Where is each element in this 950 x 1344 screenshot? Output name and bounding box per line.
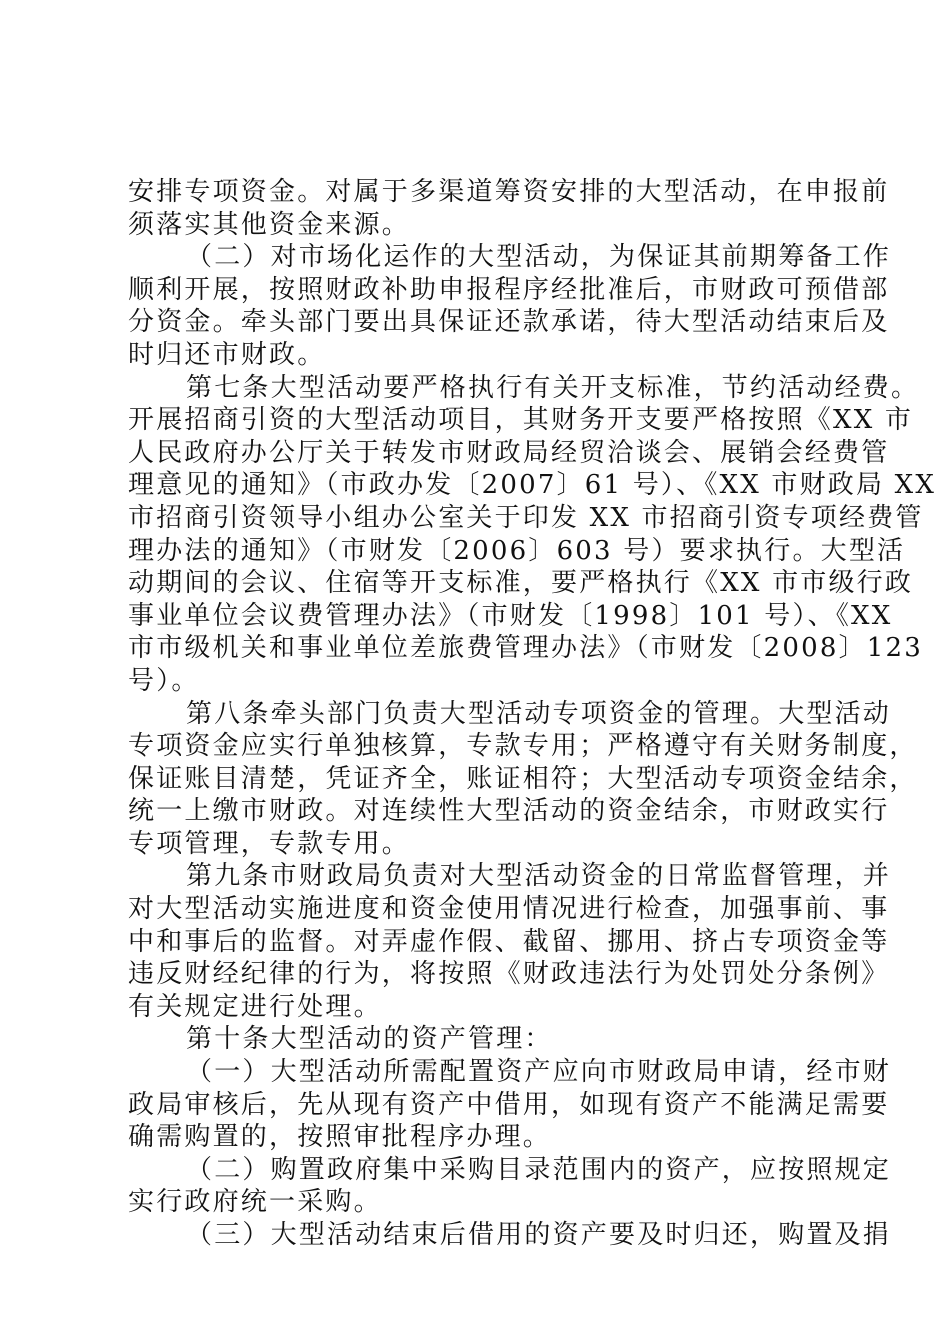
text-line: 政局审核后，先从现有资产中借用，如现有资产不能满足需要	[128, 1089, 890, 1120]
text-line: 事业单位会议费管理办法》（市财发〔1998〕101 号）、《XX	[128, 600, 893, 631]
text-line: 确需购置的，按照审批程序办理。	[128, 1122, 552, 1153]
text-line: 第十条大型活动的资产管理：	[186, 1024, 553, 1055]
text-line: 市招商引资领导小组办公室关于印发 XX 市招商引资专项经费管	[128, 502, 924, 533]
text-line: 分资金。牵头部门要出具保证还款承诺，待大型活动结束后及	[128, 307, 890, 338]
text-line: 市市级机关和事业单位差旅费管理办法》（市财发〔2008〕123	[128, 633, 923, 664]
text-line: 理办法的通知》（市财发〔2006〕603 号）要求执行。大型活	[128, 535, 906, 566]
text-line: 统一上缴市财政。对连续性大型活动的资金结余，市财政实行	[128, 796, 890, 827]
text-line: 实行政府统一采购。	[128, 1187, 382, 1218]
text-line: 对大型活动实施进度和资金使用情况进行检查，加强事前、事	[128, 894, 890, 925]
text-line: 动期间的会议、住宿等开支标准，要严格执行《XX 市市级行政	[128, 568, 914, 599]
text-line: （三）大型活动结束后借用的资产要及时归还，购置及捐	[186, 1220, 892, 1250]
text-line: 专项资金应实行单独核算，专款专用；严格遵守有关财务制度，	[128, 731, 918, 762]
text-line: 时归还市财政。	[128, 339, 326, 370]
text-line: 须落实其他资金来源。	[128, 209, 411, 240]
text-line: 人民政府办公厅关于转发市财政局经贸洽谈会、展销会经费管	[128, 437, 890, 468]
document-body	[128, 176, 937, 1252]
text-line: 保证账目清楚，凭证齐全，账证相符；大型活动专项资金结余，	[128, 763, 918, 794]
text-line: 有关规定进行处理。	[128, 991, 382, 1022]
text-line: 第九条市财政局负责对大型活动资金的日常监督管理，并	[186, 861, 892, 892]
text-line: 安排专项资金。对属于多渠道筹资安排的大型活动，在申报前	[128, 177, 890, 207]
text-line: 顺利开展，按照财政补助申报程序经批准后，市财政可预借部	[128, 274, 890, 305]
text-line: 中和事后的监督。对弄虚作假、截留、挪用、挤占专项资金等	[128, 926, 890, 957]
text-line: 第八条牵头部门负责大型活动专项资金的管理。大型活动	[186, 698, 892, 729]
text-line: 专项管理，专款专用。	[128, 828, 411, 859]
text-line: （一）大型活动所需配置资产应向市财政局申请，经市财	[186, 1057, 892, 1088]
text-line: 开展招商引资的大型活动项目，其财务开支要严格按照《XX 市	[128, 405, 914, 436]
text-line: 第七条大型活动要严格执行有关开支标准，节约活动经费。	[186, 372, 920, 403]
text-line: 理意见的通知》（市政办发〔2007〕61 号）、《XX 市财政局 XX	[128, 470, 937, 501]
text-line: （二）购置政府集中采购目录范围内的资产，应按照规定	[186, 1154, 892, 1185]
text-line: 违反财经纪律的行为，将按照《财政违法行为处罚处分条例》	[128, 959, 890, 990]
text-line: （二）对市场化运作的大型活动，为保证其前期筹备工作	[186, 242, 892, 273]
text-line: 号）。	[128, 665, 200, 696]
